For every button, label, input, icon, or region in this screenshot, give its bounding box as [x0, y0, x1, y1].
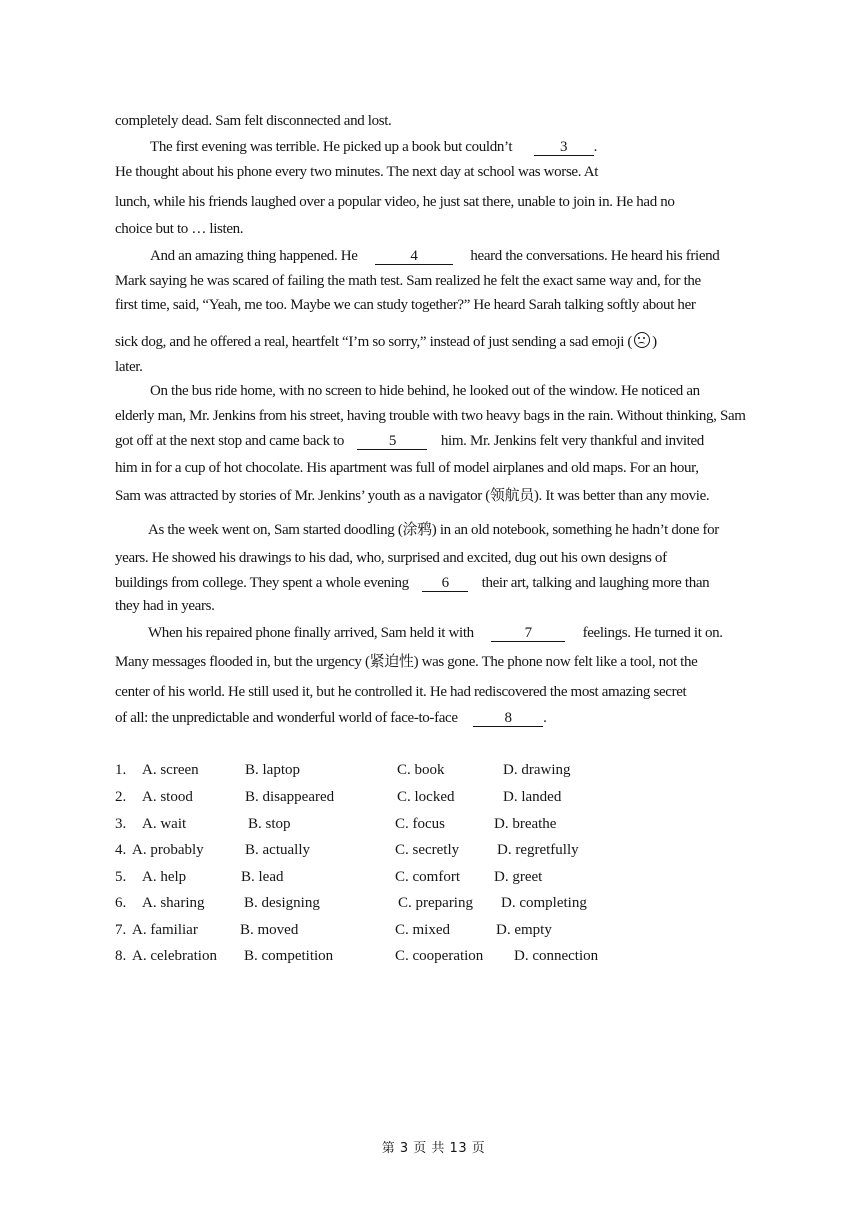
passage-line-17: years. He showed his drawings to his dad, who, surprised and excited, dug out his own designs of — [115, 550, 667, 566]
passage-text: him. Mr. Jenkins felt very thankful and invited — [440, 433, 704, 449]
option-d[interactable]: D. greet — [494, 869, 543, 885]
passage-line-10: later. — [115, 359, 143, 375]
page-footer: 第 3 页 共 13 页 — [381, 1141, 486, 1156]
option-b[interactable]: B. moved — [240, 922, 299, 938]
option-c[interactable]: C. book — [397, 762, 445, 778]
passage-line-3: He thought about his phone every two minutes. The next day at school was worse. At — [115, 164, 599, 180]
option-a[interactable]: A. familiar — [132, 922, 198, 938]
passage-line-7: Mark saying he was scared of failing the math test. Sam realized he felt the exact same way and, for the — [115, 273, 701, 289]
question-number: 3. — [115, 816, 127, 832]
passage-line-1: completely dead. Sam felt disconnected and lost. — [115, 113, 392, 129]
option-b[interactable]: B. competition — [244, 948, 334, 964]
passage-line-9 — [115, 332, 657, 351]
passage-line-12: elderly man, Mr. Jenkins from his street, having trouble with two heavy bags in the rain. Without thinking, Sam — [115, 408, 746, 424]
passage-text: of all: the unpredictable and wonderful world of face-to-face — [115, 710, 458, 726]
option-c[interactable]: C. secretly — [395, 842, 460, 858]
option-c[interactable]: C. cooperation — [395, 948, 484, 964]
passage-text: feelings. He turned it on. — [582, 625, 723, 641]
passage-text: ) — [652, 334, 657, 350]
passage-text: . — [543, 710, 547, 726]
option-b[interactable]: B. disappeared — [245, 789, 335, 805]
question-number: 7. — [115, 922, 127, 938]
passage-line-18 — [115, 574, 709, 592]
passage-line-15: Sam was attracted by stories of Mr. Jenkins’ youth as a navigator (领航员). It was better than any movie. — [115, 488, 710, 504]
blank-3: 3 — [534, 140, 594, 156]
blank-7: 7 — [491, 626, 565, 642]
option-row-5 — [0, 869, 867, 889]
option-c[interactable]: C. comfort — [395, 869, 460, 885]
passage-line-14: him in for a cup of hot chocolate. His apartment was full of model airplanes and old maps. For an hour, — [115, 460, 699, 476]
option-a[interactable]: A. wait — [142, 816, 187, 832]
passage-line-22: center of his world. He still used it, but he controlled it. He had rediscovered the most amazing secret — [115, 684, 687, 700]
question-number: 1. — [115, 762, 127, 778]
option-c[interactable]: C. focus — [395, 816, 445, 832]
option-b[interactable]: B. lead — [241, 869, 284, 885]
question-number: 6. — [115, 895, 127, 911]
option-b[interactable]: B. laptop — [245, 762, 300, 778]
question-number: 8. — [115, 948, 127, 964]
option-row-2 — [0, 789, 867, 809]
passage-line-8: first time, said, “Yeah, me too. Maybe we can study together?” He heard Sarah talking softly about her — [115, 297, 696, 313]
passage-line-2 — [150, 138, 597, 156]
sad-face-emoji-icon — [634, 332, 650, 348]
option-b[interactable]: B. designing — [244, 895, 320, 911]
passage-text: . — [593, 139, 598, 155]
passage-line-11: On the bus ride home, with no screen to hide behind, he looked out of the window. He noticed an — [150, 383, 700, 399]
passage-line-5: choice but to … listen. — [115, 221, 244, 237]
blank-8: 8 — [473, 711, 543, 727]
question-number: 2. — [115, 789, 127, 805]
option-d[interactable]: D. breathe — [494, 816, 557, 832]
option-d[interactable]: D. connection — [514, 948, 599, 964]
passage-text: sick dog, and he offered a real, heartfelt “I’m so sorry,” instead of just sending a sad emoji ( — [115, 334, 633, 350]
blank-6: 6 — [422, 576, 468, 592]
passage-line-20 — [148, 624, 723, 642]
passage-line-19: they had in years. — [115, 598, 215, 614]
passage-line-16: As the week went on, Sam started doodling (涂鸦) in an old notebook, something he hadn’t done for — [148, 522, 719, 538]
option-b[interactable]: B. stop — [248, 816, 291, 832]
option-c[interactable]: C. mixed — [395, 922, 450, 938]
option-row-4 — [0, 842, 867, 862]
option-row-8 — [0, 948, 867, 968]
option-a[interactable]: A. screen — [142, 762, 199, 778]
passage-text: The first evening was terrible. He picked up a book but couldn’t — [150, 139, 513, 155]
option-d[interactable]: D. drawing — [503, 762, 571, 778]
passage-text: And an amazing thing happened. He — [150, 248, 358, 264]
option-b[interactable]: B. actually — [245, 842, 310, 858]
passage-line-13 — [115, 432, 704, 450]
option-row-6 — [0, 895, 867, 915]
option-c[interactable]: C. locked — [397, 789, 455, 805]
option-a[interactable]: A. celebration — [132, 948, 217, 964]
blank-5: 5 — [357, 434, 427, 450]
option-row-3 — [0, 816, 867, 836]
passage-line-23 — [115, 709, 546, 727]
option-a[interactable]: A. help — [142, 869, 187, 885]
option-c[interactable]: C. preparing — [398, 895, 473, 911]
passage-line-6 — [150, 247, 719, 265]
option-d[interactable]: D. completing — [501, 895, 587, 911]
option-d[interactable]: D. empty — [496, 922, 552, 938]
passage-text: When his repaired phone finally arrived, Sam held it with — [148, 625, 474, 641]
option-row-1 — [0, 762, 867, 782]
passage-line-4: lunch, while his friends laughed over a popular video, he just sat there, unable to join in. He had no — [115, 194, 675, 210]
option-row-7 — [0, 922, 867, 942]
passage-text: heard the conversations. He heard his friend — [470, 248, 720, 264]
option-a[interactable]: A. sharing — [142, 895, 205, 911]
option-a[interactable]: A. probably — [132, 842, 204, 858]
passage-line-21: Many messages flooded in, but the urgency (紧迫性) was gone. The phone now felt like a tool, not the — [115, 654, 698, 670]
passage-text: their art, talking and laughing more than — [481, 575, 710, 591]
option-a[interactable]: A. stood — [142, 789, 193, 805]
question-number: 4. — [115, 842, 127, 858]
passage-text: buildings from college. They spent a whole evening — [115, 575, 409, 591]
passage-text: got off at the next stop and came back to — [115, 433, 345, 449]
blank-4: 4 — [375, 249, 453, 265]
option-d[interactable]: D. regretfully — [497, 842, 579, 858]
question-number: 5. — [115, 869, 127, 885]
option-d[interactable]: D. landed — [503, 789, 562, 805]
